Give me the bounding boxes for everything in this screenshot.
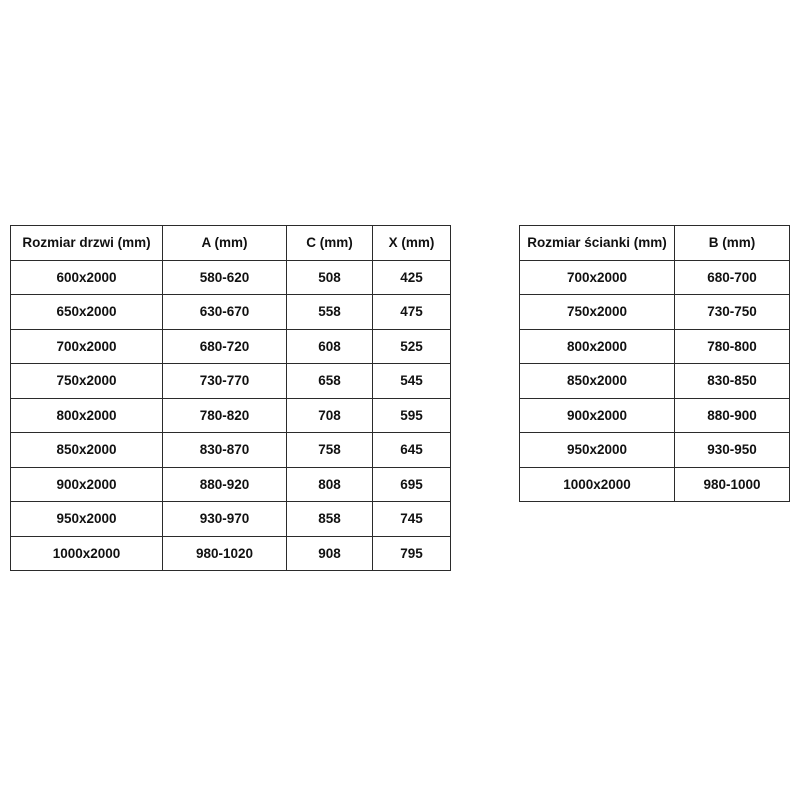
table-header-row [11, 226, 451, 261]
table-row [520, 433, 790, 468]
table-row [11, 260, 451, 295]
cell-b: 830-850 [675, 364, 790, 399]
table-row [520, 467, 790, 502]
cell-b: 780-800 [675, 329, 790, 364]
column-header-wall-size: Rozmiar ścianki (mm) [520, 226, 675, 261]
cell-x: 475 [373, 295, 451, 330]
cell-c: 758 [287, 433, 373, 468]
cell-wall-size: 900x2000 [520, 398, 675, 433]
table-row [520, 329, 790, 364]
cell-wall-size: 850x2000 [520, 364, 675, 399]
cell-door-size: 850x2000 [11, 433, 163, 468]
cell-c: 908 [287, 536, 373, 571]
cell-wall-size: 800x2000 [520, 329, 675, 364]
cell-x: 745 [373, 502, 451, 537]
doors-table-head [11, 226, 451, 261]
cell-c: 558 [287, 295, 373, 330]
cell-door-size: 600x2000 [11, 260, 163, 295]
wall-table-head [520, 226, 790, 261]
cell-a: 880-920 [163, 467, 287, 502]
cell-b: 930-950 [675, 433, 790, 468]
table-header-row [520, 226, 790, 261]
cell-door-size: 650x2000 [11, 295, 163, 330]
wall-size-table [519, 225, 790, 502]
wall-table-body [520, 260, 790, 502]
cell-x: 795 [373, 536, 451, 571]
cell-door-size: 750x2000 [11, 364, 163, 399]
column-header-c: C (mm) [287, 226, 373, 261]
table-row [11, 502, 451, 537]
cell-a: 630-670 [163, 295, 287, 330]
cell-a: 780-820 [163, 398, 287, 433]
cell-door-size: 700x2000 [11, 329, 163, 364]
cell-x: 695 [373, 467, 451, 502]
cell-c: 858 [287, 502, 373, 537]
cell-x: 645 [373, 433, 451, 468]
cell-door-size: 800x2000 [11, 398, 163, 433]
cell-x: 525 [373, 329, 451, 364]
cell-b: 730-750 [675, 295, 790, 330]
table-row [11, 433, 451, 468]
cell-c: 708 [287, 398, 373, 433]
cell-door-size: 900x2000 [11, 467, 163, 502]
cell-a: 830-870 [163, 433, 287, 468]
table-row [520, 398, 790, 433]
column-header-b: B (mm) [675, 226, 790, 261]
table-row [520, 295, 790, 330]
column-header-door-size: Rozmiar drzwi (mm) [11, 226, 163, 261]
cell-a: 680-720 [163, 329, 287, 364]
cell-c: 508 [287, 260, 373, 295]
table-row [11, 295, 451, 330]
table-row [520, 260, 790, 295]
cell-b: 980-1000 [675, 467, 790, 502]
cell-door-size: 950x2000 [11, 502, 163, 537]
table-row [11, 536, 451, 571]
cell-door-size: 1000x2000 [11, 536, 163, 571]
cell-c: 608 [287, 329, 373, 364]
table-row [11, 364, 451, 399]
cell-wall-size: 950x2000 [520, 433, 675, 468]
doors-size-table [10, 225, 451, 571]
cell-a: 980-1020 [163, 536, 287, 571]
cell-x: 425 [373, 260, 451, 295]
table-row [11, 398, 451, 433]
table-row [520, 364, 790, 399]
cell-b: 880-900 [675, 398, 790, 433]
column-header-a: A (mm) [163, 226, 287, 261]
doors-table-body [11, 260, 451, 571]
cell-a: 580-620 [163, 260, 287, 295]
cell-x: 545 [373, 364, 451, 399]
table-row [11, 467, 451, 502]
cell-a: 730-770 [163, 364, 287, 399]
cell-x: 595 [373, 398, 451, 433]
cell-wall-size: 1000x2000 [520, 467, 675, 502]
table-row [11, 329, 451, 364]
cell-c: 808 [287, 467, 373, 502]
cell-wall-size: 700x2000 [520, 260, 675, 295]
cell-wall-size: 750x2000 [520, 295, 675, 330]
cell-c: 658 [287, 364, 373, 399]
column-header-x: X (mm) [373, 226, 451, 261]
cell-a: 930-970 [163, 502, 287, 537]
cell-b: 680-700 [675, 260, 790, 295]
